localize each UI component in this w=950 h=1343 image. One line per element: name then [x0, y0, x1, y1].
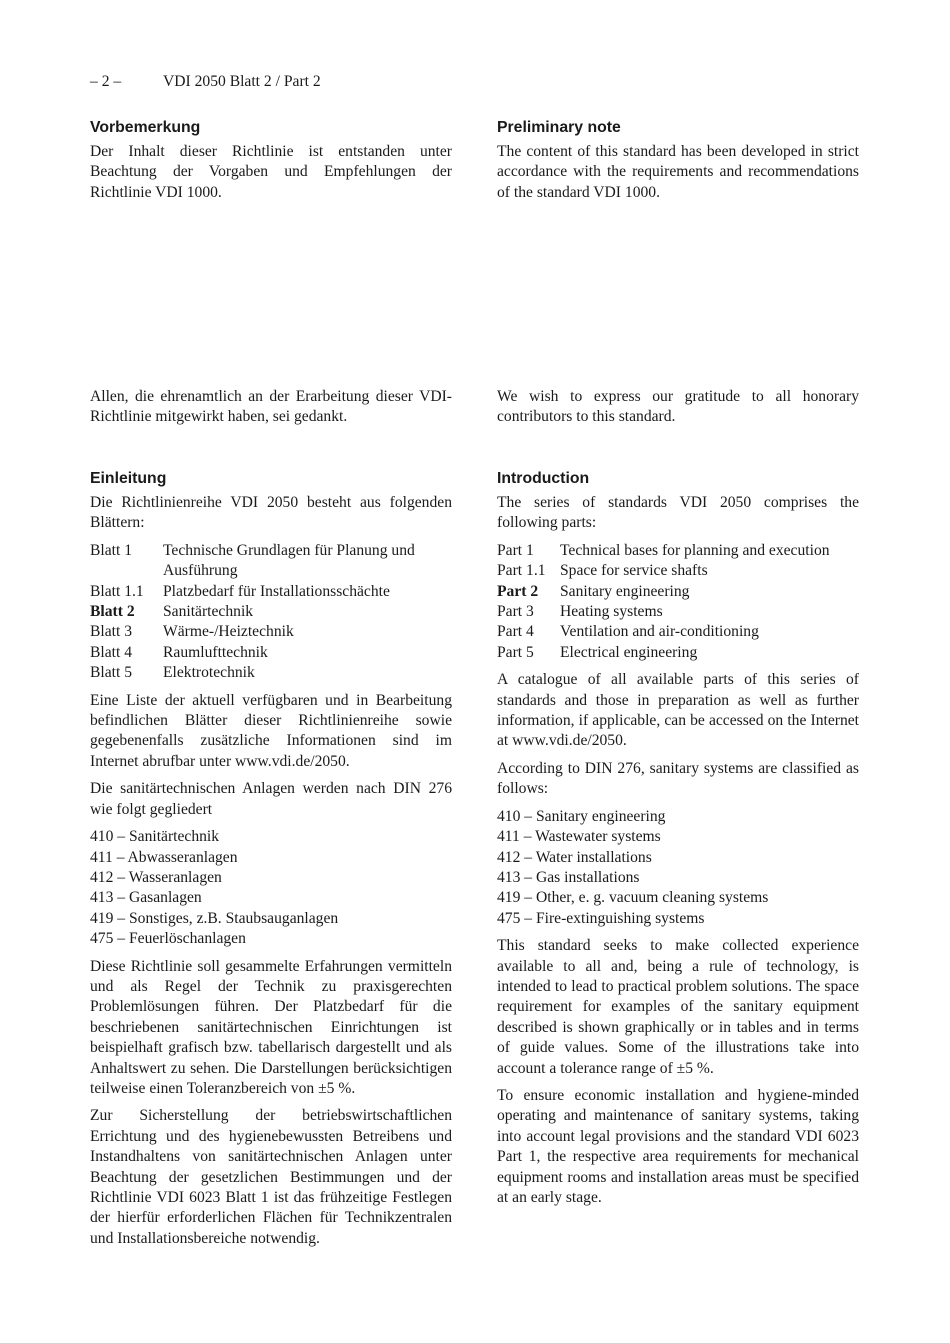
english-ensure-text: To ensure economic installation and hygiene-minded operating and maintenance of sanitary systems, taking into account legal provisions and the standard VDI 6023 Part 1, the respective area requirements for mechanical equipment rooms and installation areas must be specified at an early stage. — [497, 1086, 859, 1206]
english-purpose-text: This standard seeks to make collected experience available to all and, being a rule of technology, is intended to lead to practical problem solutions. The space requirement for examples of the sanitary equipment described is shown graphically or in tables and in terms of guide values. Some of the illustrations take into account a tolerance range of ±5 %. — [497, 937, 859, 1077]
part-label: Part 1 — [497, 541, 534, 559]
german-prelim-section — [90, 118, 452, 210]
english-prelim-text: The content of this standard has been developed in strict accordance with the requirements and recommendations of the standard VDI 1000. — [497, 143, 859, 201]
english-catalogue-text: A catalogue of all available parts of this series of standards and those in preparation as well as further information, if applicable, can be accessed on the Internet at www.vdi.de/2050. — [497, 671, 859, 750]
part-title: Sanitary engineering — [560, 582, 690, 600]
part-title: Raumlufttechnik — [163, 643, 268, 661]
part-label: Blatt 5 — [90, 664, 133, 682]
german-purpose-text: Diese Richtlinie soll gesammelte Erfahrungen vermitteln und als Regel der Technik zu praxisgerechten Problemlösungen führen. Der Platzbedarf für die beschriebenen sanitärtechnischen Einrichtungen ist beispielhaft grafisch bzw. tabellarisch dargestellt und als Anhaltswert zu sehen. Die Darstellungen berücksichtigen teilweise einen Toleranzbereich von ±5 %. — [90, 957, 452, 1097]
part-title: Electrical engineering — [560, 643, 698, 661]
part-title: Sanitärtechnik — [163, 603, 254, 621]
list-item: 412 – Water installations — [497, 848, 652, 866]
german-prelim-text: Der Inhalt dieser Richtlinie ist entstanden unter Beachtung der Vorgaben und Empfehlungen der Richtlinie VDI 1000. — [90, 143, 452, 201]
english-cost-groups — [497, 807, 859, 929]
list-item: 413 – Gasanlagen — [90, 889, 202, 907]
german-din-text: Die sanitärtechnischen Anlagen werden nach DIN 276 wie folgt gegliedert — [90, 780, 452, 818]
part-label: Blatt 1 — [90, 541, 133, 559]
part-label: Part 3 — [497, 603, 534, 621]
page-header — [90, 72, 321, 92]
list-item — [497, 602, 859, 622]
german-intro-section — [90, 469, 452, 1256]
german-intro-heading: Einleitung — [90, 470, 167, 487]
list-item — [90, 541, 452, 582]
part-title: Technical bases for planning and execution — [560, 541, 830, 559]
list-item: 475 – Fire-extinguishing systems — [497, 909, 705, 927]
part-label: Blatt 1.1 — [90, 582, 144, 600]
german-parts-list — [90, 541, 452, 684]
part-title: Technische Grundlagen für Planung und Ausführung — [163, 541, 415, 580]
list-item: 412 – Wasseranlagen — [90, 868, 222, 886]
english-prelim-heading: Preliminary note — [497, 119, 621, 136]
part-title: Elektrotechnik — [163, 664, 255, 682]
english-intro-section — [497, 469, 859, 1215]
list-item: 411 – Abwasseranlagen — [90, 848, 238, 866]
list-item — [90, 663, 452, 683]
english-thanks-section — [497, 387, 859, 435]
part-title: Platzbedarf für Installationsschächte — [163, 582, 390, 600]
german-ensure-text: Zur Sicherstellung der betriebswirtschaftlichen Errichtung und des hygienebewussten Betreibens und Instandhaltens von sanitärtechnischen Anlagen unter Beachtung der gesetzlichen Bestimmungen und der Richtlinie VDI 6023 Blatt 1 ist das frühzeitige Festlegen der hierfür erforderlichen Flächen für Technikzentralen und Installationsbereiche notwendig. — [90, 1107, 452, 1247]
german-thanks-section — [90, 387, 452, 435]
list-item — [497, 561, 859, 581]
english-din-text: According to DIN 276, sanitary systems are classified as follows: — [497, 759, 859, 798]
list-item: 410 – Sanitary engineering — [497, 807, 666, 825]
part-label: Blatt 2 — [90, 603, 135, 621]
part-label: Part 4 — [497, 623, 534, 641]
english-parts-list — [497, 541, 859, 663]
part-label: Blatt 4 — [90, 643, 133, 661]
list-item: 419 – Sonstiges, z.B. Staubsauganlagen — [90, 909, 339, 927]
english-intro-text: The series of standards VDI 2050 comprises the following parts: — [497, 494, 859, 532]
german-thanks-text: Allen, die ehrenamtlich an der Erarbeitung dieser VDI-Richtlinie mitgewirkt haben, sei gedankt. — [90, 388, 452, 426]
list-item: 411 – Wastewater systems — [497, 828, 661, 846]
part-title: Wärme-/Heiztechnik — [163, 623, 294, 641]
list-item: 475 – Feuerlöschanlagen — [90, 930, 246, 948]
list-item: 419 – Other, e. g. vacuum cleaning systems — [497, 889, 769, 907]
german-catalogue-text: Eine Liste der aktuell verfügbaren und in Bearbeitung befindlichen Blätter dieser Richtlinienreihe sowie gegebenenfalls zusätzliche Informationen sind im Internet abrufbar unter www.vdi.de/2050. — [90, 691, 452, 770]
part-label: Part 1.1 — [497, 562, 546, 580]
german-intro-text: Die Richtlinienreihe VDI 2050 besteht aus folgenden Blättern: — [90, 494, 452, 532]
part-title: Heating systems — [560, 603, 663, 621]
part-title: Ventilation and air-conditioning — [560, 623, 759, 641]
list-item-current — [497, 582, 859, 602]
document-id: VDI 2050 Blatt 2 / Part 2 — [163, 73, 321, 90]
german-cost-groups — [90, 827, 452, 949]
english-prelim-section — [497, 118, 859, 210]
list-item — [90, 643, 452, 663]
part-title: Space for service shafts — [560, 562, 708, 580]
list-item-current — [90, 602, 452, 622]
list-item — [497, 643, 859, 663]
part-label: Blatt 3 — [90, 623, 133, 641]
german-prelim-heading: Vorbemerkung — [90, 119, 201, 136]
list-item — [497, 622, 859, 642]
list-item — [90, 582, 452, 602]
list-item: 410 – Sanitärtechnik — [90, 828, 220, 846]
page-number: – 2 – — [90, 73, 122, 90]
english-thanks-text: We wish to express our gratitude to all honorary contributors to this standard. — [497, 388, 859, 426]
part-label: Part 5 — [497, 643, 534, 661]
part-label: Part 2 — [497, 582, 539, 600]
list-item: 413 – Gas installations — [497, 868, 640, 886]
list-item — [497, 541, 859, 561]
list-item — [90, 622, 452, 642]
english-intro-heading: Introduction — [497, 470, 590, 487]
